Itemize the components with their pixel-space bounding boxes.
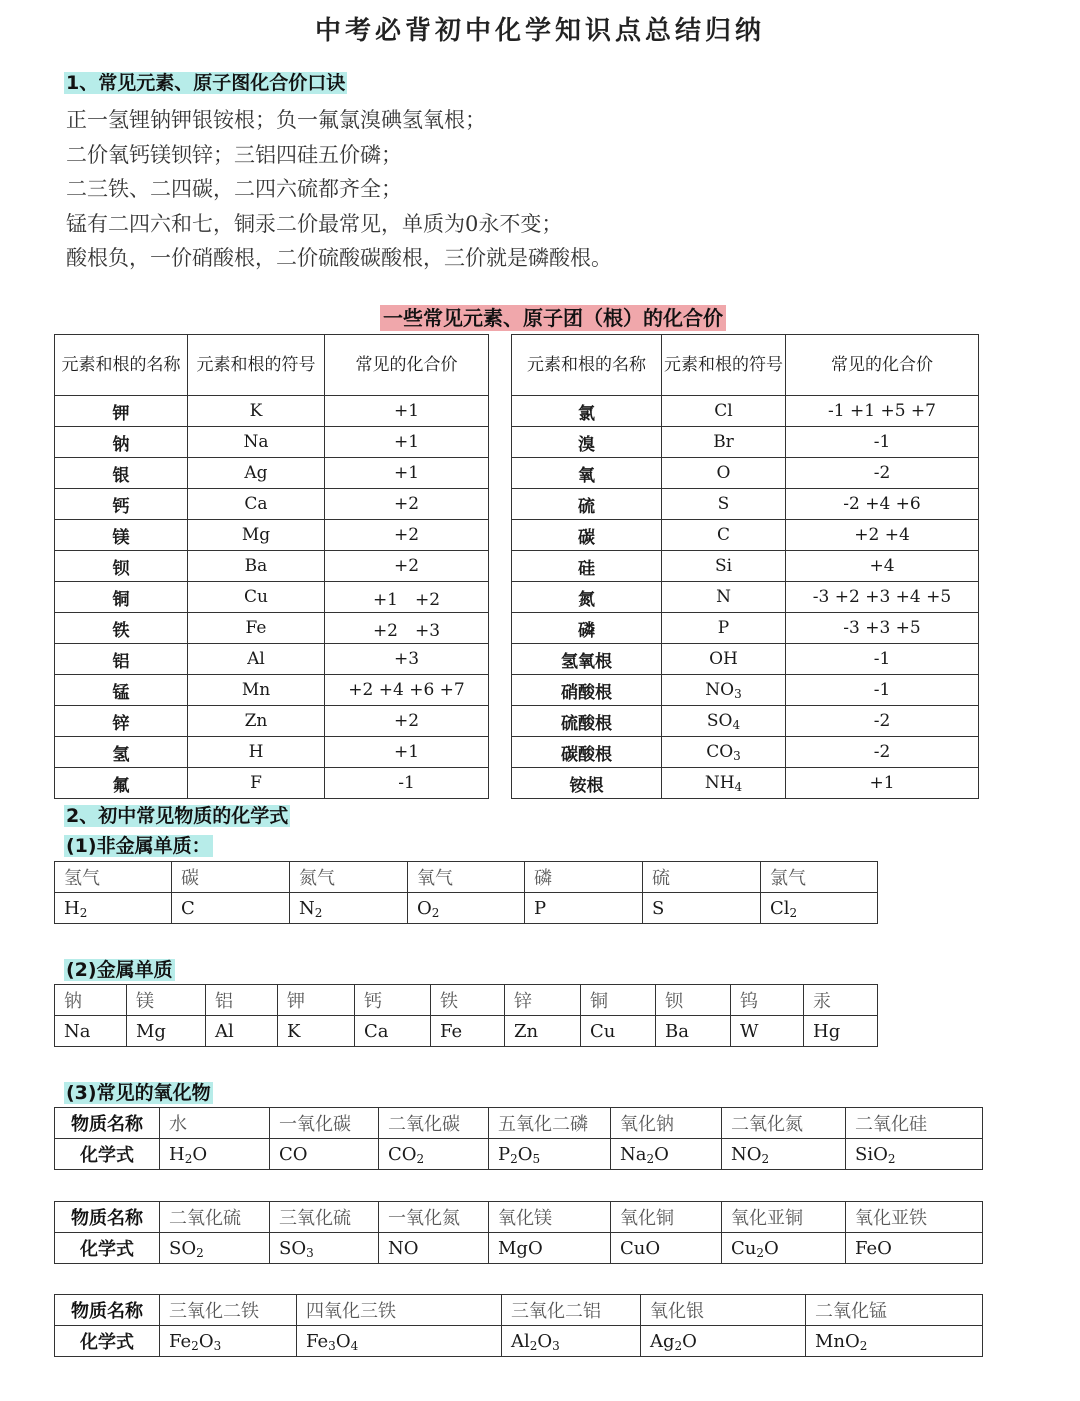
chemical-formula: MnO$_2$ xyxy=(806,1326,983,1357)
section-2-heading: 2、初中常见物质的化学式 xyxy=(66,805,289,827)
element-valence: +2 xyxy=(325,551,489,582)
element-valence: +1 xyxy=(325,427,489,458)
element-symbol: Ca xyxy=(188,489,325,520)
substance-name: 氢气 xyxy=(55,862,172,893)
substance-name: 钨 xyxy=(731,985,804,1016)
substance-name: 四氧化三铁 xyxy=(297,1295,502,1326)
element-name: 钾 xyxy=(55,396,188,427)
chemical-formula: Cu xyxy=(581,1016,656,1047)
element-name: 铵根 xyxy=(512,768,662,799)
element-symbol: Br xyxy=(662,427,786,458)
chemical-formula: SiO$_2$ xyxy=(846,1139,983,1170)
element-symbol: F xyxy=(188,768,325,799)
element-valence: -3 +3 +5 xyxy=(786,613,979,644)
substance-name: 锌 xyxy=(505,985,581,1016)
element-valence: +2 xyxy=(325,489,489,520)
chemical-formula: $N_2$ xyxy=(290,893,408,924)
substance-name: 铜 xyxy=(581,985,656,1016)
element-name: 溴 xyxy=(512,427,662,458)
table-row xyxy=(55,1016,878,1047)
element-name: 氟 xyxy=(55,768,188,799)
chemical-formula: Zn xyxy=(505,1016,581,1047)
substance-name: 二氧化碳 xyxy=(379,1108,489,1139)
element-symbol: H xyxy=(188,737,325,768)
chemical-formula: $H_2$ xyxy=(55,893,172,924)
element-symbol: S xyxy=(662,489,786,520)
chemical-formula: P xyxy=(525,893,643,924)
element-valence: -2 xyxy=(786,458,979,489)
element-symbol: Ag xyxy=(188,458,325,489)
chemical-formula: CO xyxy=(270,1139,379,1170)
table-row xyxy=(55,520,979,551)
element-symbol: Mg xyxy=(188,520,325,551)
substance-name: 钡 xyxy=(656,985,731,1016)
element-valence: -1 xyxy=(786,427,979,458)
column-gap xyxy=(489,675,512,706)
chemical-formula: W xyxy=(731,1016,804,1047)
chemical-formula: $CO_2$ xyxy=(379,1139,489,1170)
nonmetal-elements-table xyxy=(54,861,878,924)
table-row xyxy=(55,1139,983,1170)
element-name: 磷 xyxy=(512,613,662,644)
table-row xyxy=(55,1295,983,1326)
element-symbol: Al xyxy=(188,644,325,675)
column-gap xyxy=(489,396,512,427)
table-row xyxy=(55,1326,983,1357)
element-name: 铁 xyxy=(55,613,188,644)
table-row xyxy=(55,862,878,893)
substance-name: 铁 xyxy=(431,985,505,1016)
element-name: 钠 xyxy=(55,427,188,458)
element-valence: +2 xyxy=(325,706,489,737)
substance-name: 钙 xyxy=(355,985,431,1016)
substance-name: 氧化亚铁 xyxy=(846,1202,983,1233)
column-gap xyxy=(489,427,512,458)
row-label: 物质名称 xyxy=(55,1108,160,1139)
table-row xyxy=(55,737,979,768)
element-name: 钙 xyxy=(55,489,188,520)
element-valence: -2 xyxy=(786,737,979,768)
element-name: 硅 xyxy=(512,551,662,582)
chemical-formula: $SO_2$ xyxy=(160,1233,270,1264)
chemical-formula: FeO xyxy=(846,1233,983,1264)
oxides-table-2 xyxy=(54,1201,983,1264)
element-symbol: $NO_3$ xyxy=(662,675,786,706)
row-label: 化学式 xyxy=(55,1326,160,1357)
column-gap xyxy=(489,737,512,768)
column-gap xyxy=(489,458,512,489)
chemical-formula: $Cu_2O$ xyxy=(722,1233,846,1264)
element-name: 硫酸根 xyxy=(512,706,662,737)
row-label: 物质名称 xyxy=(55,1202,160,1233)
header-cell: 元素和根的名称 xyxy=(55,335,188,396)
chemical-formula: K xyxy=(278,1016,355,1047)
mnemonic-line: 二三铁、二四碳，二四六硫都齐全； xyxy=(66,177,402,201)
substance-name: 铝 xyxy=(206,985,278,1016)
substance-name: 一氧化碳 xyxy=(270,1108,379,1139)
table-row xyxy=(55,1233,983,1264)
element-name: 氢氧根 xyxy=(512,644,662,675)
table-row xyxy=(55,582,979,613)
substance-name: 三氧化硫 xyxy=(270,1202,379,1233)
element-valence: +1 xyxy=(786,768,979,799)
chemical-formula: $Fe_2O_3$ xyxy=(160,1326,297,1357)
chemical-formula: Na xyxy=(55,1016,127,1047)
chemical-formula: $Na_2O$ xyxy=(611,1139,722,1170)
element-symbol: Ba xyxy=(188,551,325,582)
chemical-formula: $Al_2O_3$ xyxy=(502,1326,641,1357)
table-row xyxy=(55,613,979,644)
substance-name: 氧化镁 xyxy=(489,1202,611,1233)
chemical-formula: Ba xyxy=(656,1016,731,1047)
substance-name: 二氧化硫 xyxy=(160,1202,270,1233)
element-name: 氯 xyxy=(512,396,662,427)
element-symbol: O xyxy=(662,458,786,489)
chemical-formula: CuO xyxy=(611,1233,722,1264)
mnemonic-line: 正一氢锂钠钾银铵根；负一氟氯溴碘氢氧根； xyxy=(66,108,486,132)
element-name: 氧 xyxy=(512,458,662,489)
column-gap xyxy=(489,582,512,613)
element-valence: -3 +2 +3 +4 +5 xyxy=(786,582,979,613)
substance-name: 一氧化氮 xyxy=(379,1202,489,1233)
chemical-formula: MgO xyxy=(489,1233,611,1264)
element-name: 铜 xyxy=(55,582,188,613)
element-name: 碳酸根 xyxy=(512,737,662,768)
table-row xyxy=(55,1108,983,1139)
chemical-formula: $SO_3$ xyxy=(270,1233,379,1264)
header-cell: 常见的化合价 xyxy=(786,335,979,396)
chemical-formula: $Fe_3O_4$ xyxy=(297,1326,502,1357)
element-symbol: Cu xyxy=(188,582,325,613)
mnemonic-line: 酸根负，一价硝酸根，二价硫酸碳酸根，三价就是磷酸根。 xyxy=(66,246,612,270)
chemical-formula: Al xyxy=(206,1016,278,1047)
element-symbol: N xyxy=(662,582,786,613)
oxides-table-1 xyxy=(54,1107,983,1170)
element-name: 银 xyxy=(55,458,188,489)
column-gap xyxy=(489,706,512,737)
element-name: 锰 xyxy=(55,675,188,706)
substance-name: 氧化铜 xyxy=(611,1202,722,1233)
element-valence: +2 +3 xyxy=(325,613,489,644)
substance-name: 五氧化二磷 xyxy=(489,1108,611,1139)
table-row xyxy=(55,489,979,520)
substance-name: 二氧化锰 xyxy=(806,1295,983,1326)
substance-name: 三氧化二铁 xyxy=(160,1295,297,1326)
table-row xyxy=(55,427,979,458)
element-valence: -1 +1 +5 +7 xyxy=(786,396,979,427)
page-title: 中考必背初中化学知识点总结归纳 xyxy=(314,16,765,46)
element-symbol: Zn xyxy=(188,706,325,737)
mnemonic-line: 锰有二四六和七，铜汞二价最常见，单质为0永不变； xyxy=(66,211,563,236)
element-symbol: $SO_4$ xyxy=(662,706,786,737)
valence-table xyxy=(54,334,979,799)
element-valence: +1 xyxy=(325,458,489,489)
column-gap xyxy=(489,520,512,551)
element-symbol: Fe xyxy=(188,613,325,644)
header-cell: 元素和根的符号 xyxy=(662,335,786,396)
row-label: 化学式 xyxy=(55,1233,160,1264)
metal-elements-table xyxy=(54,984,878,1047)
chemical-formula: S xyxy=(643,893,761,924)
chemical-formula: NO xyxy=(379,1233,489,1264)
element-symbol: $NH_4$ xyxy=(662,768,786,799)
substance-name: 氧化亚铜 xyxy=(722,1202,846,1233)
mnemonic-line: 二价氧钙镁钡锌；三铝四硅五价磷； xyxy=(66,142,402,167)
valence-table-banner: 一些常见元素、原子团（根）的化合价 xyxy=(380,305,726,331)
column-gap xyxy=(489,613,512,644)
element-name: 锌 xyxy=(55,706,188,737)
element-name: 钡 xyxy=(55,551,188,582)
row-label: 物质名称 xyxy=(55,1295,160,1326)
table-row xyxy=(55,644,979,675)
element-valence: +2 +4 xyxy=(786,520,979,551)
element-valence: +1 +2 xyxy=(325,582,489,613)
element-valence: +2 xyxy=(325,520,489,551)
substance-name: 水 xyxy=(160,1108,270,1139)
column-gap xyxy=(489,335,512,396)
element-symbol: K xyxy=(188,396,325,427)
table-row xyxy=(55,1202,983,1233)
table-row xyxy=(55,985,878,1016)
element-symbol: Cl xyxy=(662,396,786,427)
element-symbol: P xyxy=(662,613,786,644)
chemical-formula: $Cl_2$ xyxy=(761,893,878,924)
substance-name: 二氧化氮 xyxy=(722,1108,846,1139)
substance-name: 镁 xyxy=(127,985,206,1016)
substance-name: 氧化银 xyxy=(641,1295,806,1326)
substance-name: 磷 xyxy=(525,862,643,893)
element-valence: +2 +4 +6 +7 xyxy=(325,675,489,706)
table-row xyxy=(55,458,979,489)
element-valence: -1 xyxy=(325,768,489,799)
element-symbol: Mn xyxy=(188,675,325,706)
column-gap xyxy=(489,644,512,675)
chemical-formula: $H_2O$ xyxy=(160,1139,270,1170)
element-valence: +4 xyxy=(786,551,979,582)
chemical-formula: Hg xyxy=(804,1016,878,1047)
chemical-formula: C xyxy=(172,893,290,924)
element-valence: -2 +4 +6 xyxy=(786,489,979,520)
header-cell: 常见的化合价 xyxy=(325,335,489,396)
column-gap xyxy=(489,551,512,582)
substance-name: 汞 xyxy=(804,985,878,1016)
chemical-formula: Fe xyxy=(431,1016,505,1047)
oxides-table-3 xyxy=(54,1294,983,1357)
valence-mnemonic xyxy=(66,103,612,276)
element-symbol: $CO_3$ xyxy=(662,737,786,768)
element-name: 碳 xyxy=(512,520,662,551)
element-valence: -1 xyxy=(786,675,979,706)
element-valence: -1 xyxy=(786,644,979,675)
element-name: 氢 xyxy=(55,737,188,768)
chemical-formula: $NO_2$ xyxy=(722,1139,846,1170)
element-symbol: Si xyxy=(662,551,786,582)
element-valence: +3 xyxy=(325,644,489,675)
element-valence: +1 xyxy=(325,737,489,768)
element-name: 铝 xyxy=(55,644,188,675)
substance-name: 氧气 xyxy=(408,862,525,893)
element-name: 硝酸根 xyxy=(512,675,662,706)
table-row xyxy=(55,396,979,427)
substance-name: 三氧化二铝 xyxy=(502,1295,641,1326)
substance-name: 氯气 xyxy=(761,862,878,893)
chemical-formula: Mg xyxy=(127,1016,206,1047)
column-gap xyxy=(489,489,512,520)
element-name: 硫 xyxy=(512,489,662,520)
metals-heading: (2)金属单质 xyxy=(66,959,173,981)
substance-name: 碳 xyxy=(172,862,290,893)
chemical-formula: Ca xyxy=(355,1016,431,1047)
oxides-heading: (3)常见的氧化物 xyxy=(66,1082,211,1104)
table-row xyxy=(55,768,979,799)
section-1-heading: 1、常见元素、原子图化合价口诀 xyxy=(66,72,346,94)
table-row xyxy=(55,893,878,924)
table-row xyxy=(55,551,979,582)
element-symbol: OH xyxy=(662,644,786,675)
table-row xyxy=(55,675,979,706)
substance-name: 二氧化硅 xyxy=(846,1108,983,1139)
element-valence: -2 xyxy=(786,706,979,737)
header-cell: 元素和根的名称 xyxy=(512,335,662,396)
substance-name: 钠 xyxy=(55,985,127,1016)
substance-name: 氧化钠 xyxy=(611,1108,722,1139)
substance-name: 硫 xyxy=(643,862,761,893)
table-row xyxy=(55,706,979,737)
chemical-formula: $O_2$ xyxy=(408,893,525,924)
column-gap xyxy=(489,768,512,799)
substance-name: 钾 xyxy=(278,985,355,1016)
element-symbol: Na xyxy=(188,427,325,458)
chemical-formula: $P_2O_5$ xyxy=(489,1139,611,1170)
chemical-formula: $Ag_2O$ xyxy=(641,1326,806,1357)
row-label: 化学式 xyxy=(55,1139,160,1170)
nonmetals-heading: (1)非金属单质： xyxy=(66,835,211,857)
element-valence: +1 xyxy=(325,396,489,427)
header-cell: 元素和根的符号 xyxy=(188,335,325,396)
substance-name: 氮气 xyxy=(290,862,408,893)
element-name: 镁 xyxy=(55,520,188,551)
element-symbol: C xyxy=(662,520,786,551)
element-name: 氮 xyxy=(512,582,662,613)
